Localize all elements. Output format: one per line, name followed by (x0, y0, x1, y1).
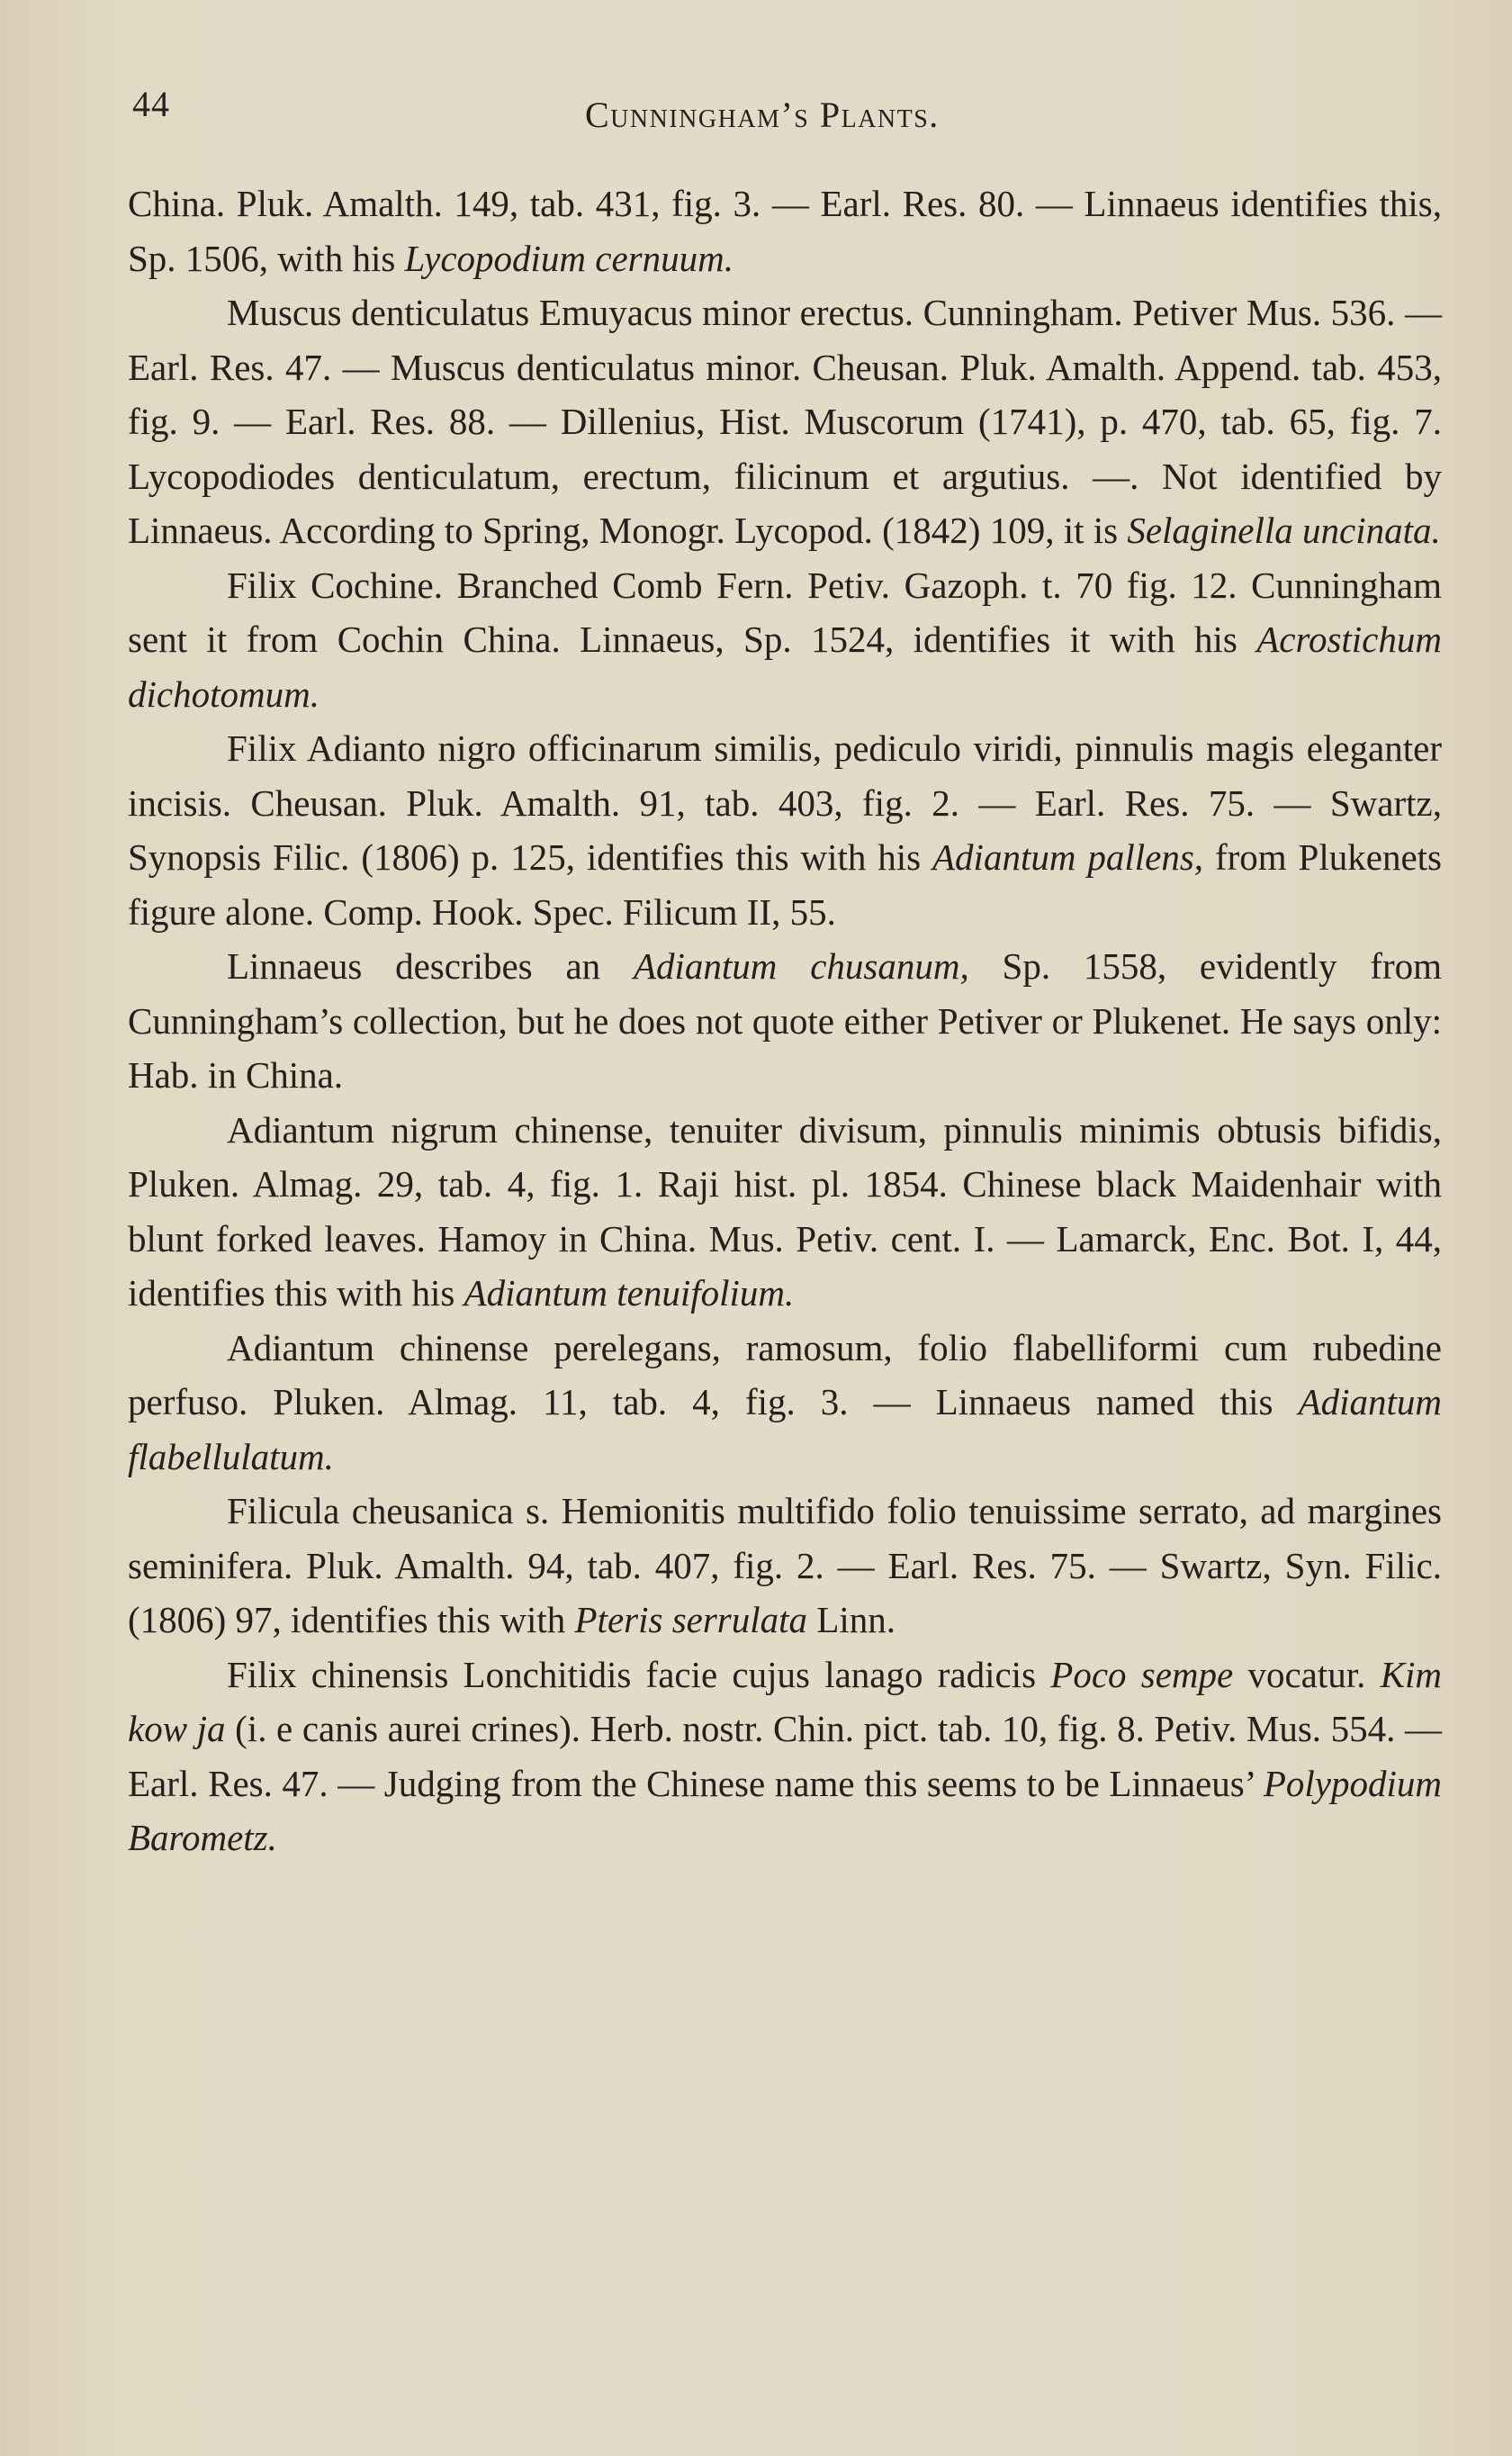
paragraph (128, 285, 1442, 558)
paragraph (128, 1484, 1442, 1648)
text-segment: Linn. (807, 1599, 896, 1640)
text-segment: Adiantum nigrum chinense, tenuiter divisum, pinnulis minimis obtusis bifidis, Pluken. Almag. 29, tab. 4, fig. 1. Raji hist. pl. 1854. Chinese black Maidenhair with blunt forked leaves. Hamoy in China. Mus. Petiv. cent. I. — Lamarck, Enc. Bot. I, 44, identifies this with his (128, 1108, 1442, 1314)
running-title: Cunningham’s Plants. (585, 95, 940, 135)
italic-taxon-name: Acrostichum dichotomum. (128, 619, 1442, 715)
paragraph (128, 1321, 1442, 1485)
italic-taxon-name: Lycopodium cernuum. (404, 237, 734, 279)
italic-taxon-name: Kim kow ja (128, 1653, 1443, 1749)
italic-taxon-name: Adiantum chusanum, (633, 945, 969, 987)
text-segment: Filix Cochine. Branched Comb Fern. Petiv. Gazoph. t. 70 fig. 12. Cunningham sent it from Cochin China. Linnaeus, Sp. 1524, identifies it with his (128, 564, 1442, 660)
text-segment: Filicula cheusanica s. Hemionitis multifido folio tenuissime serrato, ad margines seminifera. Pluk. Amalth. 94, tab. 407, fig. 2. — Earl. Res. 75. — Swartz, Syn. Filic. (1806) 97, identifies this with (128, 1490, 1442, 1640)
italic-taxon-name: Adiantum tenuifolium. (464, 1272, 795, 1314)
text-segment: China. Pluk. Amalth. 149, tab. 431, fig. 3. — Earl. Res. 80. — Linnaeus identifies this, Sp. 1506, with his (128, 183, 1442, 279)
paragraph (128, 176, 1442, 285)
text-segment: Filix chinensis Lonchitidis facie cujus lanago radicis (227, 1653, 1051, 1695)
text-segment: Filix Adianto nigro officinarum similis, pediculo viridi, pinnulis magis eleganter incisis. Cheusan. Pluk. Amalth. 91, tab. 403, fig. 2. — Earl. Res. 75. — Swartz, Synopsis Filic. (1806) p. 125, identifies this with his (128, 727, 1442, 878)
paragraph (128, 1648, 1442, 1865)
italic-taxon-name: Poco sempe (1050, 1653, 1234, 1695)
paragraph (128, 1103, 1442, 1321)
italic-taxon-name: Adiantum flabellulatum. (128, 1381, 1442, 1477)
text-segment: from Plukenets figure alone. Comp. Hook. Spec. Filicum II, 55. (128, 836, 1442, 933)
italic-taxon-name: Adiantum pallens, (932, 836, 1204, 878)
text-segment: Adiantum chinense perelegans, ramosum, folio flabelliformi cum rubedine perfuso. Pluken. Almag. 11, tab. 4, fig. 3. — Linnaeus named this (128, 1326, 1442, 1422)
paragraph (128, 721, 1442, 939)
italic-taxon-name: Selaginella uncinata. (1127, 510, 1441, 551)
italic-taxon-name: Pteris serrulata (574, 1599, 808, 1640)
page-number: 44 (132, 84, 170, 124)
italic-taxon-name: Polypodium Barometz. (128, 1762, 1442, 1858)
text-segment: (i. e canis aurei crines). Herb. nostr. Chin. pict. tab. 10, fig. 8. Petiv. Mus. 554. — Earl. Res. 47. — Judging from the Chinese name this seems to be Linnaeus’ (128, 1708, 1443, 1804)
text-segment: Sp. 1558, evidently from Cunningham’s collection, but he does not quote either Petiver or Plukenet. He says only: Hab. in China. (128, 945, 1442, 1096)
text-segment: Linnaeus describes an (227, 945, 634, 987)
paragraph (128, 939, 1442, 1103)
running-head (0, 83, 1512, 146)
text-segment: vocatur. (1233, 1653, 1381, 1695)
body-text (128, 176, 1442, 1865)
text-segment: Muscus denticulatus Emuyacus minor erectus. Cunningham. Petiver Mus. 536. — Earl. Res. 47. — Muscus denticulatus minor. Cheusan. Pluk. Amalth. Append. tab. 453, fig. 9. — Earl. Res. 88. — Dillenius, Hist. Muscorum (1741), p. 470, tab. 65, fig. 7. Lycopodiodes denticulatum, erectum, filicinum et argutius. —. Not identified by Linnaeus. According to Spring, Monogr. Lycopod. (1842) 109, it is (128, 292, 1442, 551)
paragraph (128, 558, 1442, 722)
